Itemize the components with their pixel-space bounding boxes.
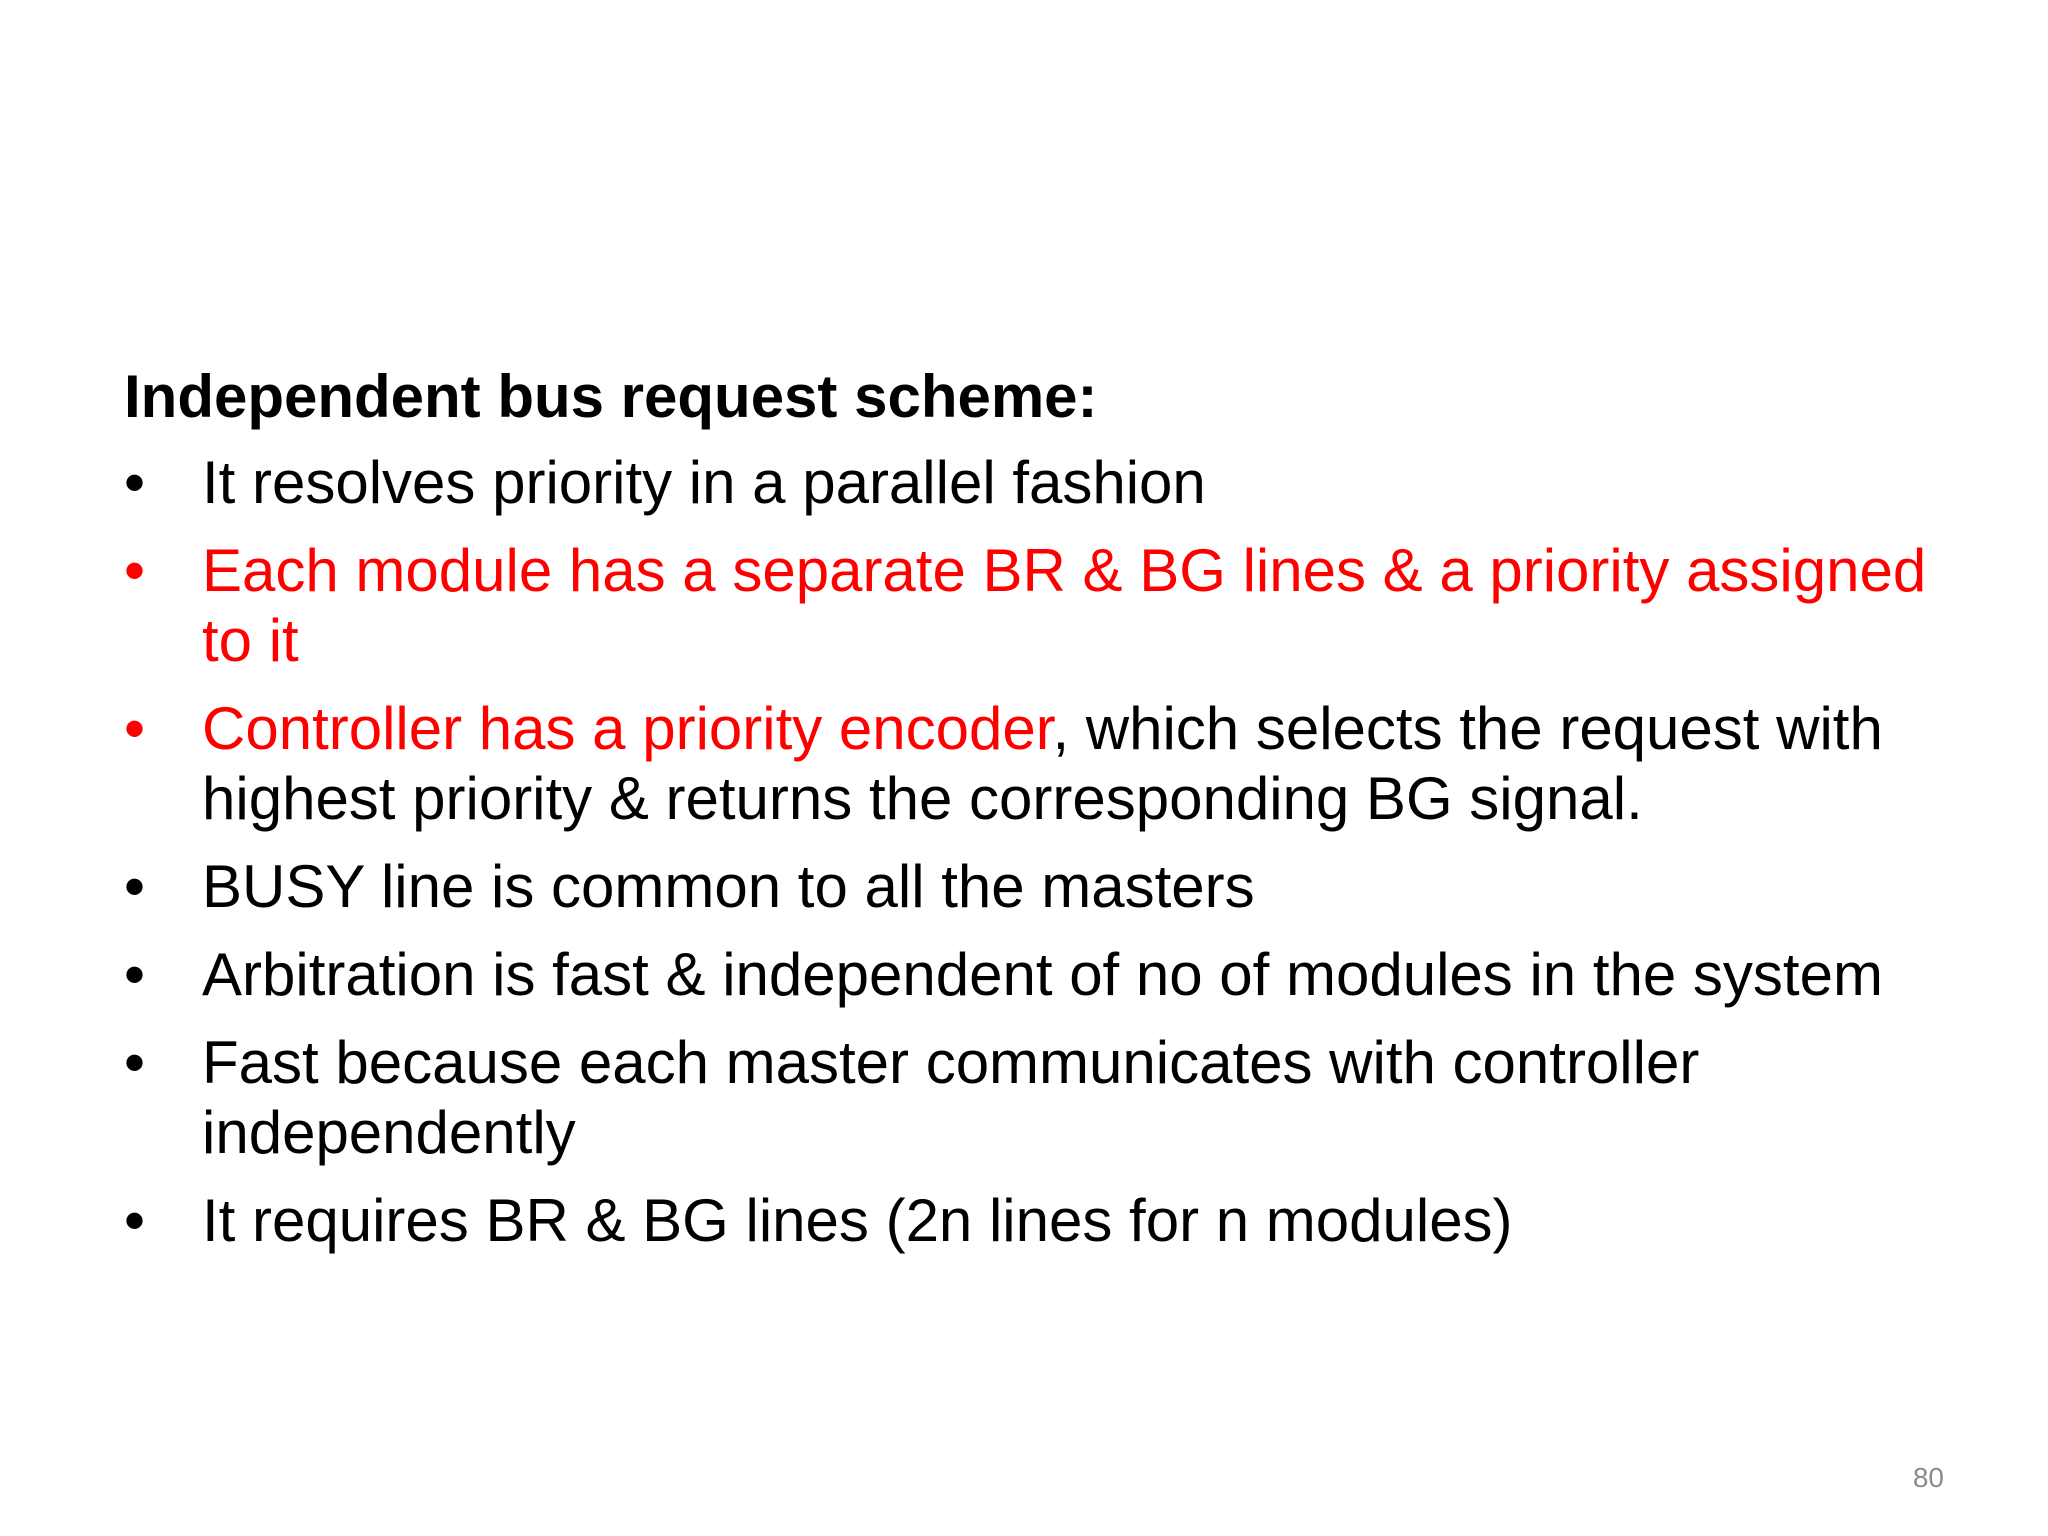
bullet-item — [124, 536, 1964, 676]
bullet-item — [124, 694, 1964, 834]
bullet-marker: • — [124, 1187, 146, 1254]
bullet-item — [124, 448, 1964, 518]
bullet-text: , which selects the request with highest priority & returns the corresponding BG signal. — [202, 695, 1883, 832]
bullet-text: It requires BR & BG lines (2n lines for n modules) — [202, 1187, 1513, 1254]
bullet-marker: • — [124, 853, 146, 920]
bullet-marker: • — [124, 1029, 146, 1096]
bullet-text: Fast because each master communicates with controller independently — [202, 1029, 1700, 1166]
bullet-item — [124, 1186, 1964, 1256]
bullet-text: Each module has a separate BR & BG lines & a priority assigned to it — [202, 537, 1927, 674]
bullet-text-highlight: Controller has a priority encoder — [202, 695, 1053, 762]
slide-content — [124, 362, 1964, 1274]
bullet-list — [124, 448, 1964, 1256]
bullet-marker: • — [124, 537, 146, 604]
slide-heading: Independent bus request scheme: — [124, 363, 1098, 430]
bullet-item — [124, 852, 1964, 922]
page-number: 80 — [1912, 1462, 1944, 1493]
bullet-marker: • — [124, 695, 146, 762]
bullet-item — [124, 1028, 1964, 1168]
bullet-item — [124, 940, 1964, 1010]
bullet-text: BUSY line is common to all the masters — [202, 853, 1255, 920]
bullet-text: Arbitration is fast & independent of no of modules in the system — [202, 941, 1883, 1008]
bullet-marker: • — [124, 449, 146, 516]
bullet-text: It resolves priority in a parallel fashion — [202, 449, 1206, 516]
bullet-marker: • — [124, 941, 146, 1008]
